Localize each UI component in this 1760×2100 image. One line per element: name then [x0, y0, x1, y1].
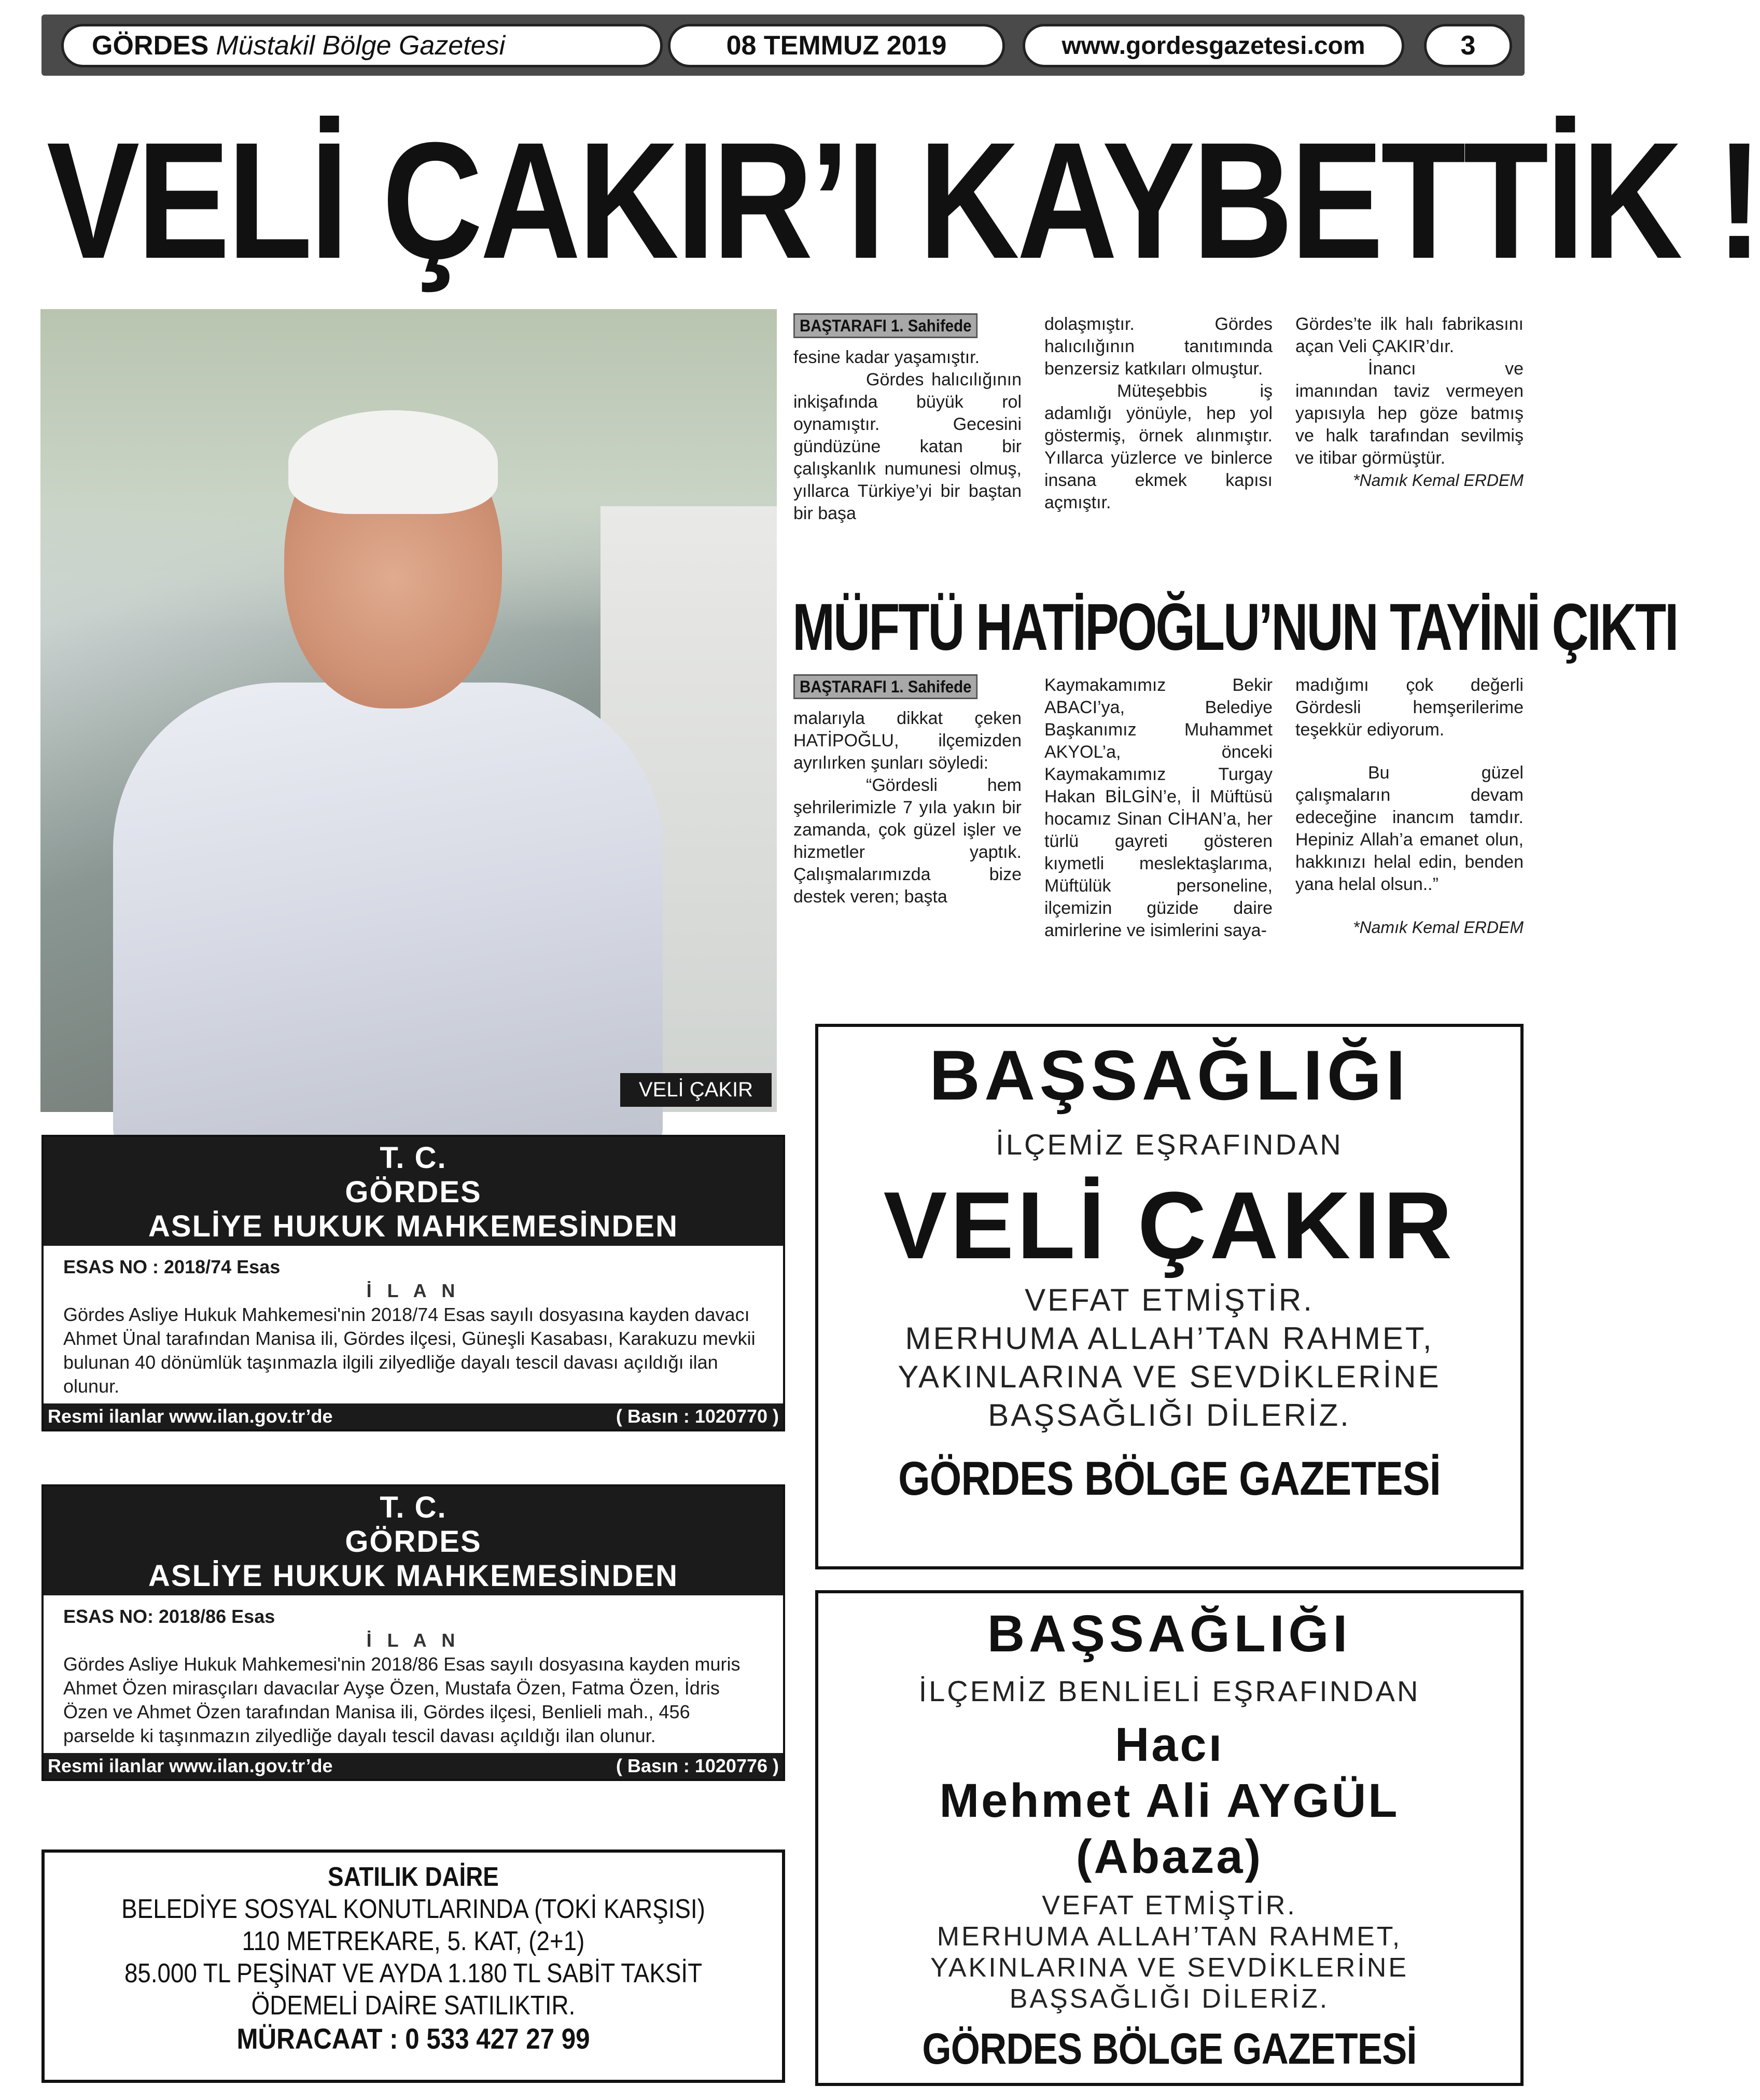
condolence-line: YAKINLARINA VE SEVDİKLERİNE — [930, 1953, 1408, 1983]
case-number: ESAS NO : 2018/74 Esas — [63, 1256, 281, 1277]
continued-tag: BAŞTARAFI 1. Sahifede — [793, 313, 977, 338]
article2-column-3 — [1295, 674, 1524, 939]
portrait-photo — [40, 309, 777, 1112]
article1-paragraph: fesine kadar yaşamıştır. — [793, 347, 980, 367]
deceased-name: VELİ ÇAKIR — [883, 1172, 1456, 1278]
press-number: ( Basın : 1020770 ) — [616, 1406, 779, 1427]
paper-name: GÖRDES — [92, 31, 209, 61]
article2-author: *Namık Kemal ERDEM — [1353, 918, 1524, 937]
main-headline: VELİ ÇAKIR’I KAYBETTİK ! — [47, 107, 1760, 293]
article1-paragraph: dolaşmıştır. Gördes halıcılığının tanıtımında benzersiz katkıları olmuştur. — [1044, 314, 1273, 379]
article1-paragraph: Müteşebbis iş adamlığı yönüyle, hep yol göstermiş, örnek alınmıştır. Yıllarca yüzlerce ve binlerce insana ekmek kapısı açmıştır. — [1044, 381, 1273, 512]
article2-column-2 — [1044, 674, 1273, 942]
sale-line: ÖDEMELİ DAİRE SATILIKTIR. — [251, 1991, 576, 2021]
court-notice-footer — [44, 1403, 783, 1429]
article1-paragraph: Gördes halıcılığının inkişafında büyük rol oynamıştır. Gecesini gündüzüne katan bir çalışkanlık numunesi olmuş, yıllarca Türkiye’yi bir baştan bir başa — [793, 370, 1022, 523]
article2-paragraph: Kaymakamımız Bekir ABACI’ya, Belediye Başkanımız Muhammet AKYOL’a, önceki Kaymakamımız Turgay Hakan BİLGİN’e, İl Müftüsü hocamız Sinan CİHAN’a, her türlü gayreti gösteren kıymetli meslektaşlarıma, Müftülük personeline, ilçemizin güzide daire amirlerine ve isimlerini saya- — [1044, 675, 1273, 940]
case-number: ESAS NO: 2018/86 Esas — [63, 1606, 275, 1627]
condolence-signature: GÖRDES BÖLGE GAZETESİ — [922, 2024, 1417, 2073]
condolence-line: BAŞSAĞLIĞI DİLERİZ. — [988, 1398, 1351, 1433]
notice-label: İ L A N — [366, 1280, 460, 1301]
deceased-name-line: (Abaza) — [1075, 1830, 1263, 1883]
sale-line: 85.000 TL PEŞİNAT VE AYDA 1.180 TL SABİT TAKSİT — [124, 1958, 703, 1988]
condolence-ad-1 — [815, 1024, 1524, 1569]
article1-author: *Namık Kemal ERDEM — [1353, 471, 1524, 490]
court-notice-footer — [44, 1753, 783, 1779]
notice-text: Gördes Asliye Hukuk Mahkemesi'nin 2018/86 Esas sayılı dosyasına kayden muris Ahmet Özen mirasçıları davacılar Ayşe Özen, Mustafa Özen, Fatma Özen, İdris Özen ve Ahmet Özen tarafından Manisa ili, Gördes ilçesi, Benlieli mah., 456 parselde ki taşınmazın zilyedliğe dayalı tescil davası açıldığı ilan olunur. — [63, 1653, 741, 1746]
court-notice-header — [44, 1137, 783, 1246]
court-title-line: GÖRDES — [345, 1525, 482, 1559]
article1-column-3 — [1295, 313, 1524, 492]
condolence-line: VEFAT ETMİŞTİR. — [1042, 1890, 1297, 1921]
article2-paragraph: malarıyla dikkat çeken HATİPOĞLU, ilçemizden ayrılırken şunları söyledi: — [793, 708, 1022, 773]
continued-tag: BAŞTARAFI 1. Sahifede — [793, 674, 977, 699]
article1-paragraph: Gördes’te ilk halı fabrikasını açan Veli ÇAKIR’dır. — [1295, 314, 1524, 356]
official-notices-link[interactable]: Resmi ilanlar www.ilan.gov.tr’de — [48, 1406, 333, 1427]
article2-paragraph: madığımı çok değerli Gördesli hemşerilerime teşekkür ediyorum. — [1295, 675, 1524, 740]
article1-paragraph: İnancı ve imanından taviz vermeyen yapısıyla hep göze batmış ve halk tarafından sevilmiş ve itibar görmüştür. — [1295, 359, 1524, 468]
condolence-line: YAKINLARINA VE SEVDİKLERİNE — [898, 1359, 1441, 1394]
article2-paragraph: Bu güzel çalışmaların devam edeceğine inancım tamdır. Hepiniz Allah’a emanet olun, hakkınızı helal edin, benden yana helal olsun..” — [1295, 763, 1524, 894]
court-title-line: ASLİYE HUKUK MAHKEMESİNDEN — [148, 1559, 678, 1593]
page-number: 3 — [1424, 24, 1512, 67]
sale-line: 110 METREKARE, 5. KAT, (2+1) — [242, 1926, 585, 1956]
condolence-title: BAŞSAĞLIĞI — [987, 1605, 1352, 1663]
article1-column-1 — [793, 313, 1022, 525]
condolence-signature: GÖRDES BÖLGE GAZETESİ — [898, 1452, 1441, 1505]
court-title-line: T. C. — [380, 1141, 447, 1175]
court-title-line: T. C. — [380, 1491, 447, 1524]
notice-label: İ L A N — [366, 1630, 460, 1651]
apartment-sale-ad — [41, 1849, 785, 2083]
sale-contact: MÜRACAAT : 0 533 427 27 99 — [236, 2022, 590, 2055]
court-title-line: GÖRDES — [345, 1175, 482, 1209]
condolence-from: İLÇEMİZ EŞRAFINDAN — [996, 1128, 1343, 1161]
court-notice-2 — [41, 1484, 785, 1781]
condolence-from: İLÇEMİZ BENLİELİ EŞRAFINDAN — [918, 1675, 1420, 1707]
article2-headline: MÜFTÜ HATİPOĞLU’NUN TAYİNİ ÇIKTI — [792, 590, 1678, 664]
man-shirt — [113, 683, 663, 1149]
condolence-line: BAŞSAĞLIĞI DİLERİZ. — [1009, 1984, 1330, 2014]
condolence-title: BAŞSAĞLIĞI — [929, 1036, 1410, 1115]
official-notices-link[interactable]: Resmi ilanlar www.ilan.gov.tr’de — [48, 1755, 333, 1776]
article2-paragraph: “Gördesli hem şehrilerimizle 7 yıla yakın bir zamanda, çok güzel işler ve hizmetler yaptık. Çalışmalarımızda bize destek veren; başta — [793, 775, 1022, 907]
deceased-name-line: Hacı — [1114, 1718, 1224, 1771]
deceased-name-line: Mehmet Ali AYGÜL — [939, 1774, 1400, 1827]
website-link[interactable]: www.gordesgazetesi.com — [1023, 24, 1404, 67]
issue-date: 08 TEMMUZ 2019 — [668, 24, 1005, 67]
man-hair — [288, 410, 498, 514]
court-notice-header — [44, 1486, 783, 1595]
notice-text: Gördes Asliye Hukuk Mahkemesi'nin 2018/74 Esas sayılı dosyasına kayden davacı Ahmet Ünal tarafından Manisa ili, Gördes ilçesi, Güneşli Kasabası, Karakuzu mevkii bulunan 40 dönümlük taşınmazla ilgili zilyedliğe dayalı tescil davası açıldığı ilan olunur. — [63, 1304, 756, 1397]
sale-line: BELEDİYE SOSYAL KONUTLARINDA (TOKİ KARŞISI) — [121, 1894, 705, 1924]
condolence-line: MERHUMA ALLAH’TAN RAHMET, — [905, 1321, 1434, 1356]
condolence-line: VEFAT ETMİŞTİR. — [1025, 1283, 1314, 1317]
condolence-ad-2 — [815, 1590, 1524, 2086]
sale-title: SATILIK DAİRE — [328, 1862, 499, 1892]
court-title-line: ASLİYE HUKUK MAHKEMESİNDEN — [148, 1209, 678, 1243]
photo-caption: VELİ ÇAKIR — [620, 1073, 772, 1107]
paper-name-pill — [61, 24, 663, 67]
court-notice-body — [44, 1246, 783, 1403]
condolence-line: MERHUMA ALLAH’TAN RAHMET, — [937, 1922, 1402, 1952]
paper-subtitle: Müstakil Bölge Gazetesi — [216, 31, 506, 61]
press-number: ( Basın : 1020776 ) — [616, 1755, 779, 1776]
article2-column-1 — [793, 674, 1022, 908]
article1-column-2 — [1044, 313, 1273, 514]
court-notice-1 — [41, 1135, 785, 1431]
court-notice-body — [44, 1595, 783, 1753]
